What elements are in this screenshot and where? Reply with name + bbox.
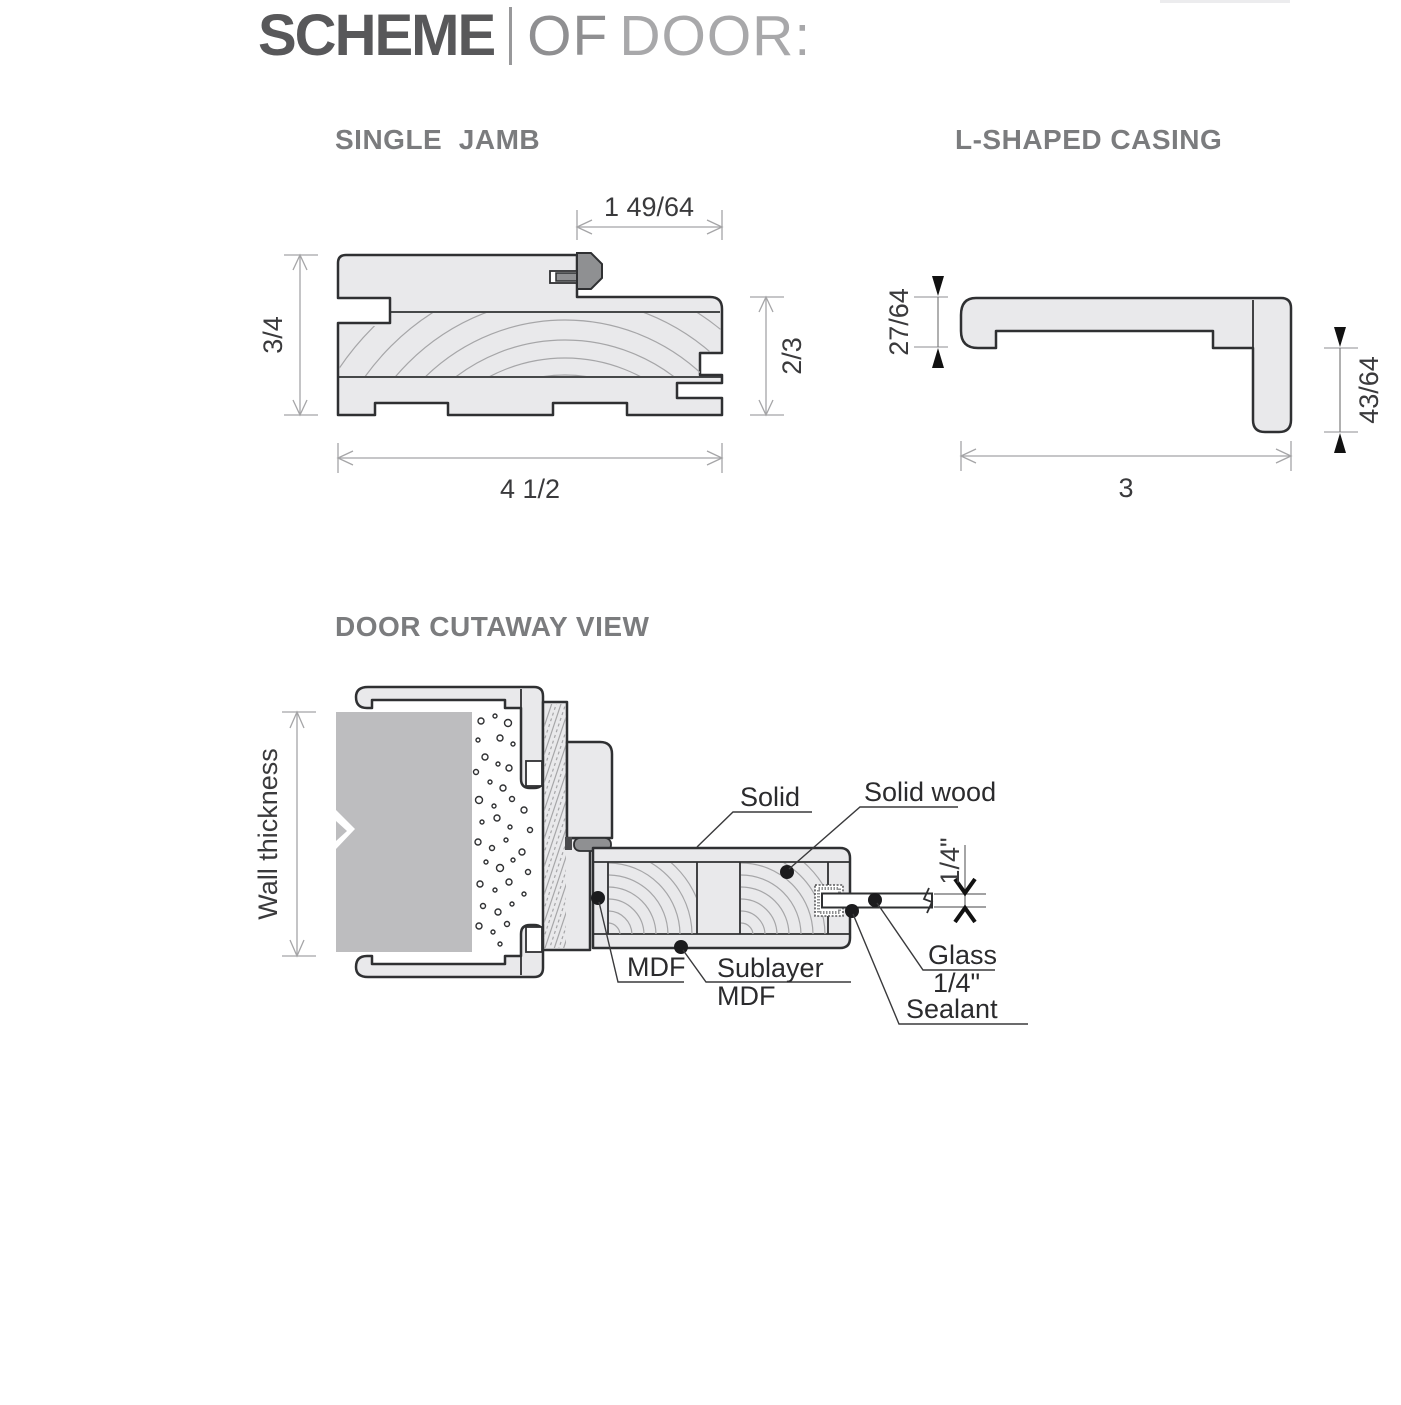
- dim-casing-leg-value: 43/64: [1354, 356, 1384, 424]
- dim-jamb-bottom: [338, 443, 722, 504]
- stop-seal-clip: [565, 837, 572, 850]
- dim-wall-thickness: [253, 712, 316, 956]
- l-casing-profile: [961, 298, 1291, 432]
- label-glass-1: Glass: [928, 940, 998, 970]
- dim-wall-thickness-value: Wall thickness: [253, 748, 283, 920]
- dim-jamb-right: [750, 297, 807, 415]
- heading-cutaway: DOOR CUTAWAY VIEW: [335, 611, 650, 642]
- dim-casing-thickness: [884, 276, 948, 368]
- dim-jamb-right-value: 2/3: [777, 337, 807, 375]
- dim-casing-leg: [1324, 327, 1384, 453]
- title-door: DOOR:: [619, 3, 812, 68]
- label-solid: Solid: [740, 782, 801, 812]
- title-main: SCHEME: [258, 3, 495, 68]
- label-sublayer-1: Sublayer: [717, 953, 824, 983]
- label-sublayer-2: MDF: [717, 981, 776, 1011]
- door-stop: [567, 742, 612, 838]
- dim-casing-thickness-value: 27/64: [884, 288, 914, 356]
- label-glass-2: 1/4": [933, 968, 981, 998]
- dim-jamb-top-value: 1 49/64: [603, 192, 695, 222]
- seal-gasket: [577, 253, 602, 289]
- heading-single-jamb: SINGLE JAMB: [335, 124, 541, 155]
- dim-glass-thickness: 1/4": [935, 837, 965, 885]
- dim-jamb-bottom-value: 4 1/2: [499, 474, 561, 504]
- cutaway-drawing: [253, 658, 1028, 1031]
- dot-mdf: [591, 891, 605, 905]
- dim-jamb-left: [258, 255, 318, 415]
- jamb-profile: [338, 255, 722, 415]
- dim-casing-width-value: 3: [1118, 473, 1134, 503]
- leader-solid: [697, 812, 812, 847]
- l-casing-drawing: [884, 276, 1384, 503]
- title-of: OF: [527, 3, 609, 68]
- dim-casing-width: [961, 441, 1291, 503]
- label-mdf: MDF: [627, 952, 686, 982]
- dot-glass: [868, 893, 882, 907]
- wall: [336, 712, 472, 952]
- dot-sealant: [845, 904, 859, 918]
- label-solid-wood: Solid wood: [864, 777, 997, 807]
- dim-jamb-top: [577, 192, 722, 240]
- heading-l-casing: L-SHAPED CASING: [955, 124, 1223, 155]
- label-sealant: Sealant: [906, 994, 998, 1024]
- dim-jamb-left-value: 3/4: [258, 316, 288, 354]
